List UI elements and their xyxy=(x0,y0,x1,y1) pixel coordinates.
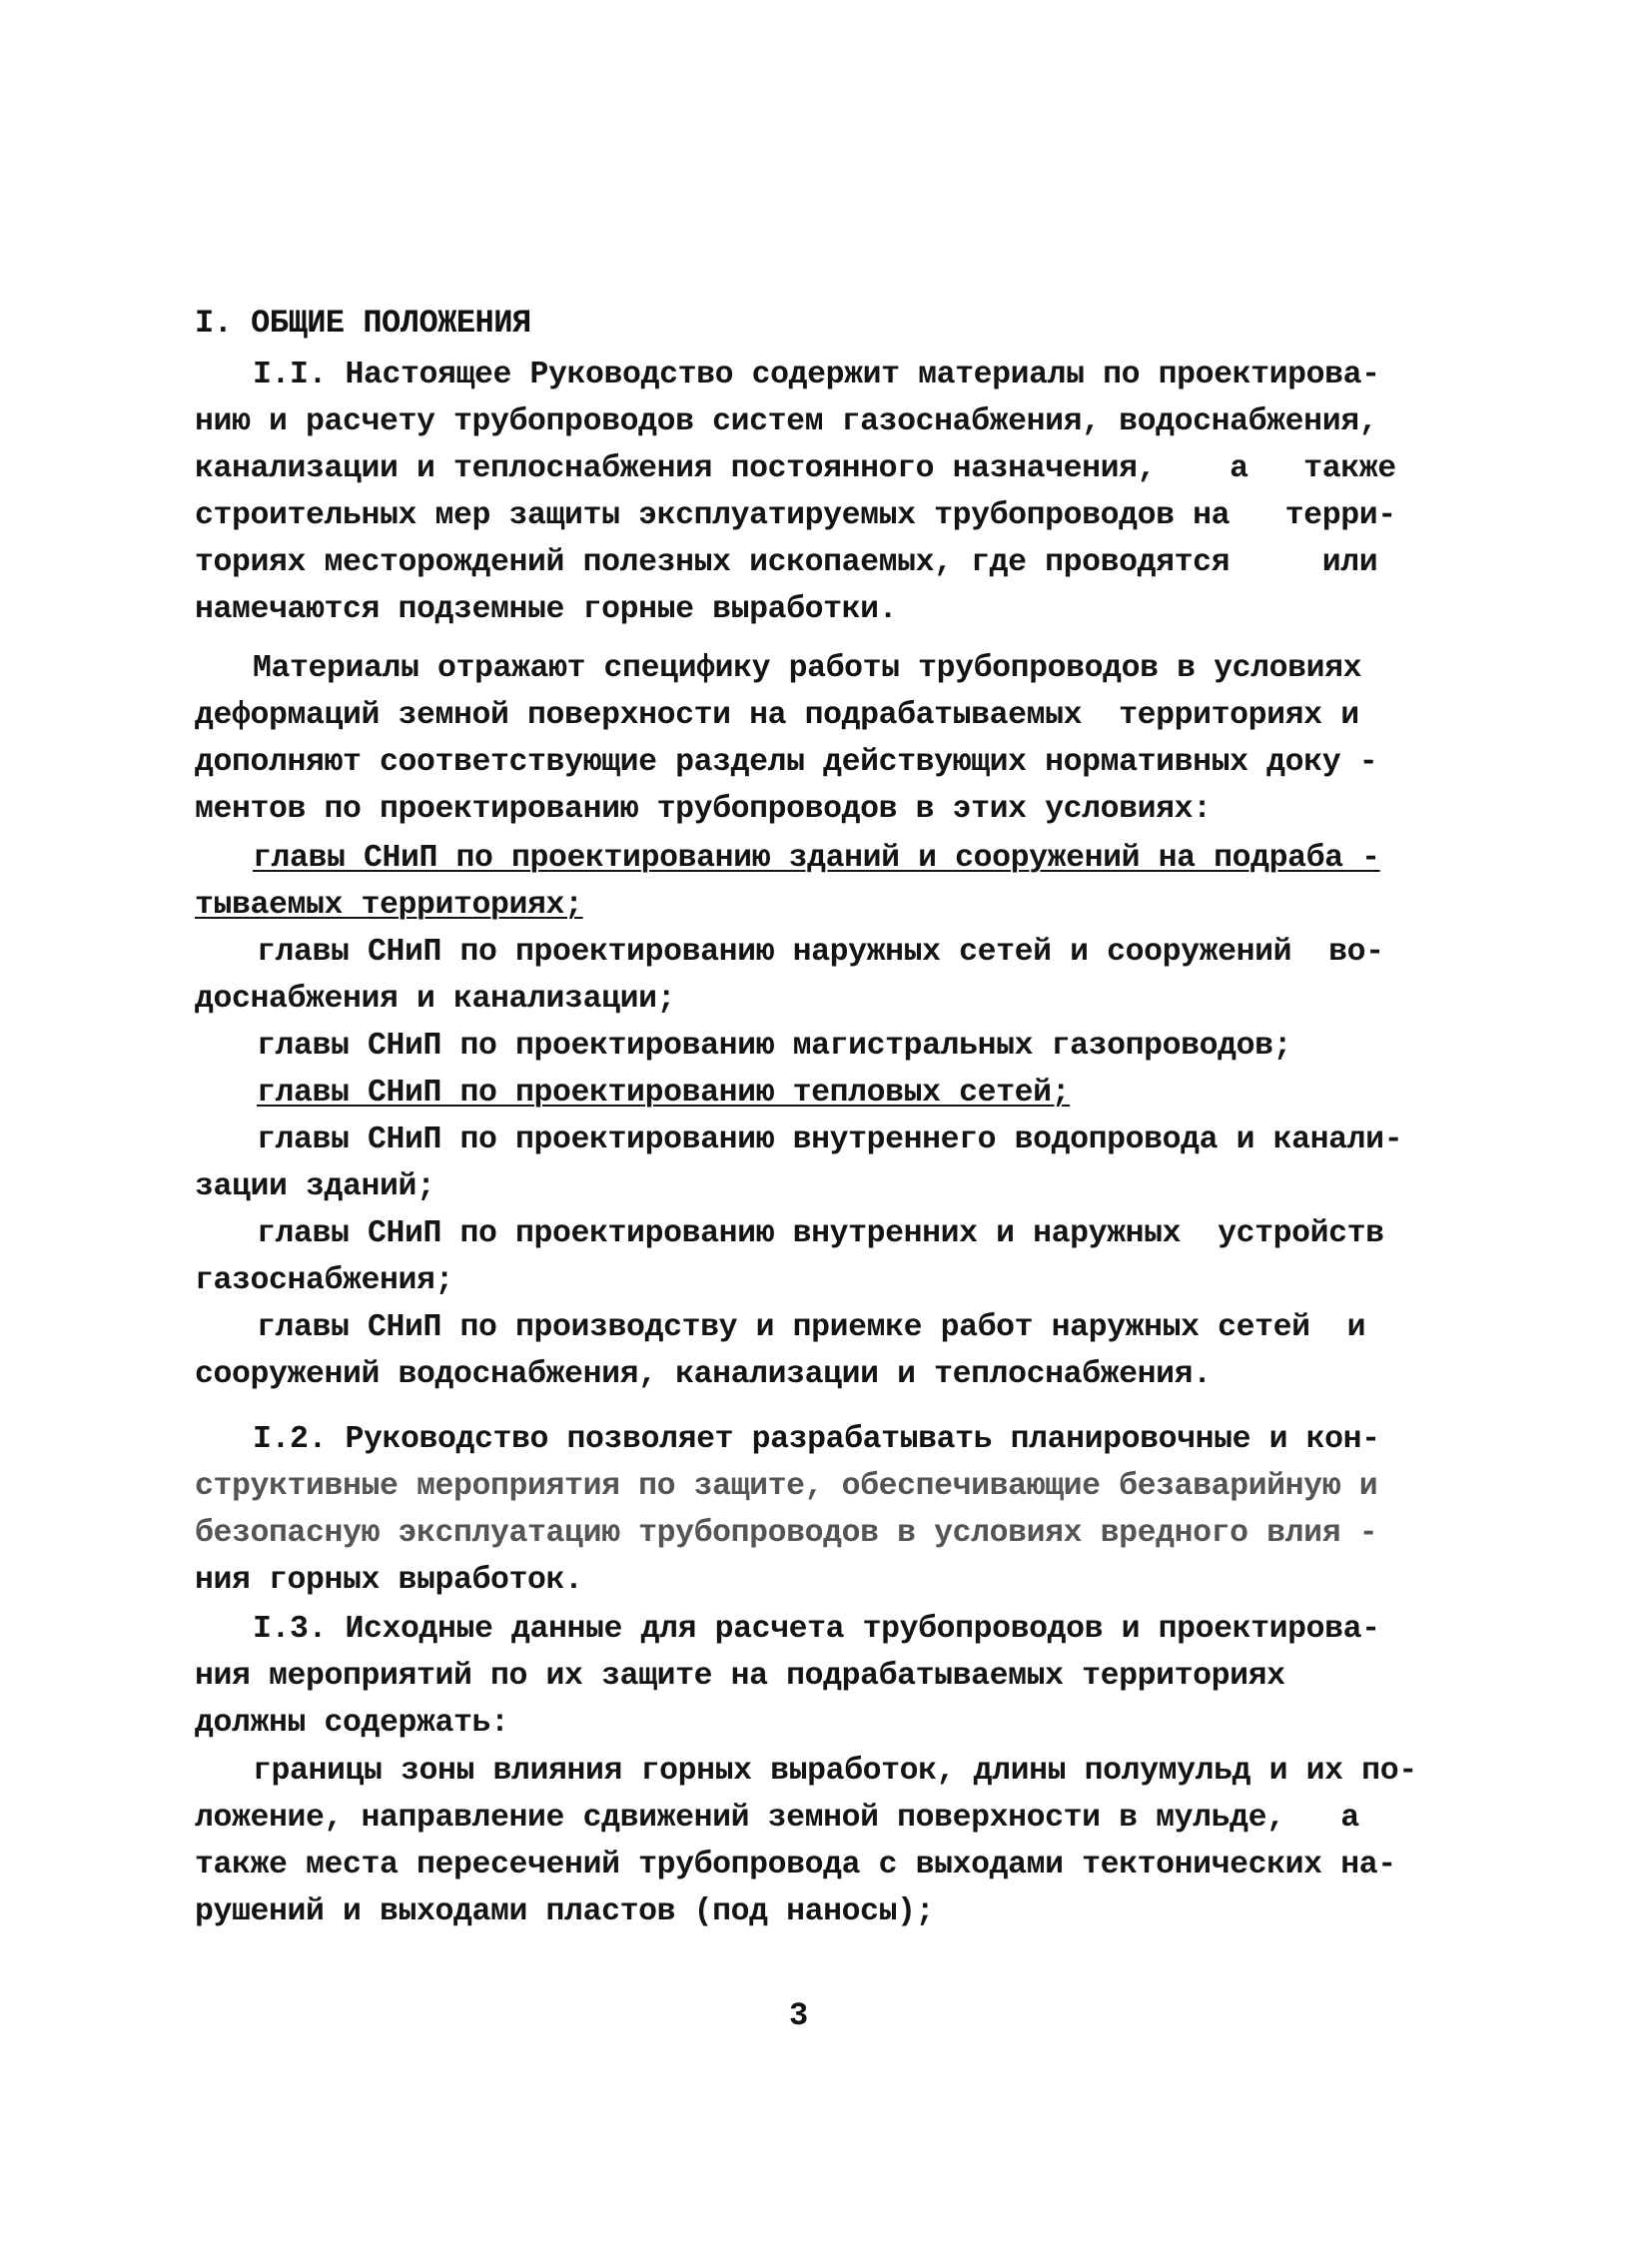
text-line: Материалы отражают специфику работы трубопроводов в условиях xyxy=(253,651,1362,686)
list-item-line: сооружений водоснабжения, канализации и теплоснабжения. xyxy=(195,1357,1212,1392)
paragraph-1-3-boundaries xyxy=(195,1748,1433,1935)
text-line: также места пересечений трубопровода с выходами тектонических на- xyxy=(195,1848,1396,1882)
text-line: I.I. Настоящее Руководство содержит материалы по проектирова- xyxy=(253,358,1380,392)
list-item-line xyxy=(195,882,1433,929)
list-item-line: главы СНиП по проектированию внутренних и наружных устройств xyxy=(257,1216,1384,1251)
text-line: I.3. Исходные данные для расчета трубопроводов и проектирова- xyxy=(253,1612,1380,1647)
text-line: должны содержать: xyxy=(195,1706,509,1741)
paragraph-1-1-materials xyxy=(195,645,1433,833)
underlined-text: главы СНиП по проектированию зданий и сооружений на подраба - xyxy=(253,841,1380,876)
list-item-line xyxy=(195,1070,1433,1117)
text-line: нию и расчету трубопроводов систем газоснабжения, водоснабжения, xyxy=(195,404,1378,439)
paragraph-1-3 xyxy=(195,1606,1433,1747)
text-line: ментов по проектированию трубопроводов в этих условиях: xyxy=(195,792,1212,827)
paragraph-1-1 xyxy=(195,352,1433,633)
list-item-line: главы СНиП по проектированию наружных сетей и сооружений во- xyxy=(257,935,1384,970)
list-item-line: газоснабжения; xyxy=(195,1263,454,1298)
text-line: строительных мер защиты эксплуатируемых трубопроводов на терри- xyxy=(195,498,1396,533)
text-line: намечаются подземные горные выработки. xyxy=(195,592,898,627)
underlined-text: главы СНиП по проектированию тепловых сетей; xyxy=(257,1076,1071,1111)
section-heading: I. ОБЩИЕ ПОЛОЖЕНИЯ xyxy=(195,305,531,342)
text-line: ния горных выработок. xyxy=(195,1563,583,1598)
text-line: ториях месторождений полезных ископаемых, где проводятся или xyxy=(195,545,1378,580)
text-line: границы зоны влияния горных выработок, длины полумульд и их по- xyxy=(253,1754,1417,1789)
text-line: ложение, направление сдвижений земной поверхности в мульде, а xyxy=(195,1801,1359,1836)
text-line: рушений и выходами пластов (под наносы); xyxy=(195,1894,935,1929)
list-item-line: доснабжения и канализации; xyxy=(195,982,676,1017)
text-line: ния мероприятий по их защите на подрабатываемых территориях xyxy=(195,1659,1285,1694)
list-item-line xyxy=(195,835,1433,882)
text-line: структивные мероприятия по защите, обеспечивающие безаварийную и xyxy=(195,1469,1378,1504)
page-number: 3 xyxy=(789,1997,809,2034)
list-item-line: главы СНиП по проектированию внутреннего водопровода и канали- xyxy=(257,1122,1403,1157)
paragraph-1-2 xyxy=(195,1416,1433,1604)
text-line: I.2. Руководство позволяет разрабатывать планировочные и кон- xyxy=(253,1422,1380,1457)
list-item-line: главы СНиП по производству и приемке работ наружных сетей и xyxy=(257,1310,1366,1345)
underlined-text: тываемых территориях; xyxy=(195,888,583,923)
text-line: дополняют соответствующие разделы действующих нормативных доку - xyxy=(195,745,1378,780)
list-item-line: зации зданий; xyxy=(195,1169,435,1204)
text-line: безопасную эксплуатацию трубопроводов в условиях вредного влия - xyxy=(195,1516,1378,1551)
text-line: деформаций земной поверхности на подрабатываемых территориях и xyxy=(195,698,1359,733)
list-item-line: главы СНиП по проектированию магистральных газопроводов; xyxy=(257,1029,1292,1064)
text-line: канализации и теплоснабжения постоянного назначения, а также xyxy=(195,451,1396,486)
snip-list xyxy=(195,835,1433,1398)
